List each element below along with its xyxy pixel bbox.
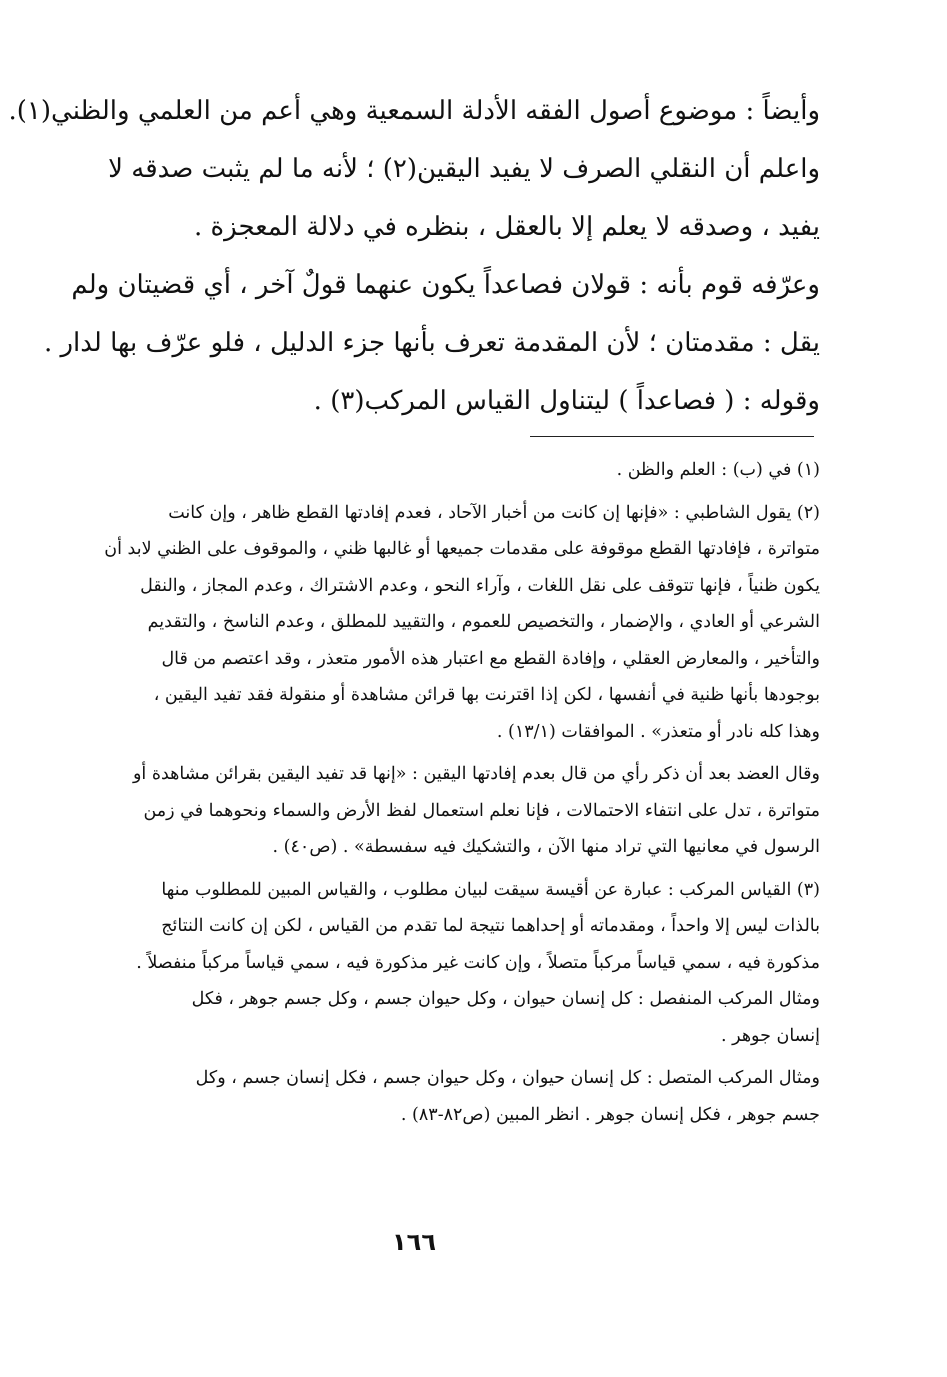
- footnote-1: [60, 452, 820, 489]
- footnote-line: ومثال المركب المنفصل : كل إنسان حيوان ، وكل حيوان جسم ، وكل جسم جوهر ، فكل: [191, 989, 820, 1009]
- footnote-line: الشرعي أو العادي ، والإضمار ، والتخصيص للعموم ، والتقييد للمطلق ، وعدم الناسخ ، والتقديم: [147, 612, 820, 632]
- footnote-2: [60, 495, 820, 751]
- main-text-block: [8, 82, 820, 430]
- footnote-line: جسم جوهر ، فكل إنسان جوهر . انظر المبين (ص٨٢-٨٣) .: [400, 1104, 820, 1125]
- page-number: ١٦٦: [392, 1228, 436, 1256]
- footnote-line: بوجودها بأنها ظنية في أنفسها ، لكن إذا اقترنت بها قرائن مشاهدة أو منقولة فقد تفيد اليقين ،: [153, 685, 820, 705]
- main-text-line: يفيد ، وصدقه لا يعلم إلا بالعقل ، بنظره في دلالة المعجزة .: [193, 212, 820, 242]
- footnote-line: (٣) القياس المركب : عبارة عن أقيسة سيقت لبيان مطلوب ، والقياس المبين للمطلوب منها: [161, 879, 820, 900]
- footnote-3-continued: [60, 1060, 820, 1133]
- footnote-line: إنسان جوهر .: [721, 1025, 820, 1046]
- footnote-3: [60, 872, 820, 1055]
- footnote-line: يكون ظنياً ، فإنها تتوقف على نقل اللغات ، وآراء النحو ، وعدم الاشتراك ، وعدم المجاز ، والنقل: [140, 575, 820, 596]
- footnote-line: ومثال المركب المتصل : كل إنسان حيوان ، وكل حيوان جسم ، فكل إنسان جسم ، وكل: [195, 1068, 820, 1088]
- footnote-line: متواترة ، تدل على انتفاء الاحتمالات ، فإنا نعلم استعمال لفظ الأرض والسماء ونحوهما في زمن: [143, 800, 820, 821]
- main-text-line: يقل : مقدمتان ؛ لأن المقدمة تعرف بأنها جزء الدليل ، فلو عرّف بها لدار .: [43, 328, 820, 358]
- main-text-line: وعرّفه قوم بأنه : قولان فصاعداً يكون عنهما قولٌ آخر ، أي قضيتان ولم: [71, 270, 820, 300]
- footnote-line: متواترة ، فإفادتها القطع موقوفة على مقدمات جميعها أو غالبها ظني ، والموقوف على الظني لابد أن: [104, 539, 820, 559]
- footnote-line: والتأخير ، والمعارض العقلي ، وإفادة القطع مع اعتبار هذه الأمور متعذر ، وقد اعتصم من قال: [161, 648, 820, 669]
- main-text-line: واعلم أن النقلي الصرف لا يفيد اليقين(٢) ؛ لأنه ما لم يثبت صدقه لا: [108, 154, 820, 184]
- footnotes-block: [60, 452, 820, 1133]
- main-text-line: وأيضاً : موضوع أصول الفقه الأدلة السمعية وهي أعم من العلمي والظني(١).: [8, 96, 820, 126]
- footnote-line: (٢) يقول الشاطبي : «فإنها إن كانت من أخبار الآحاد ، فعدم إفادتها القطع ظاهر ، وإن كانت: [168, 502, 820, 523]
- main-text-line: وقوله : ( فصاعداً ) ليتناول القياس المركب(٣) .: [313, 386, 820, 416]
- footnote-2-continued: [60, 756, 820, 866]
- footnote-line: بالذات ليس إلا واحداً ، ومقدماته أو إحداهما نتيجة لما تقدم من القياس ، لكن إن كانت النتائج: [161, 916, 820, 936]
- footnote-line: وقال العضد بعد أن ذكر رأي من قال بعدم إفادتها اليقين : «إنها قد تفيد اليقين بقرائن مشاهدة أو: [132, 764, 820, 784]
- footnote-line: وهذا كله نادر أو متعذر» . الموافقات (١٣/١) .: [496, 721, 820, 742]
- footnote-line: (١) في (ب) : العلم والظن .: [616, 460, 820, 480]
- footnote-line: الرسول في معانيها التي تراد منها الآن ، والتشكيك فيه سفسطة» . (ص٤٠) .: [272, 837, 820, 857]
- footnote-line: مذكورة فيه ، سمي قياساً مركباً متصلاً ، وإن كانت غير مذكورة فيه ، سمي قياساً مركباً منفصلاً .: [136, 952, 820, 973]
- footnote-divider: [530, 436, 814, 437]
